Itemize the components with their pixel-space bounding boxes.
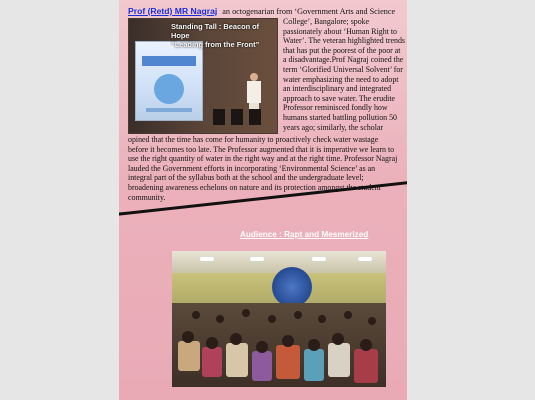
- speaker-photo: [128, 18, 278, 134]
- headline-line: [128, 6, 400, 17]
- speaker-name: Prof (Retd) MR Nagraj: [128, 6, 218, 16]
- intro-text: an octogenarian from ‘Government Arts and Science: [222, 7, 396, 16]
- projection-screen: [135, 41, 203, 121]
- emblem-circle: [272, 267, 312, 307]
- photo-caption: [171, 22, 276, 49]
- photo-caption-line1: Standing Tall : Beacon of Hope: [171, 22, 260, 40]
- audience-photo: [172, 251, 386, 387]
- photo-caption-line2: “Leading from the Front”: [171, 40, 260, 49]
- article-column-text: College’, Bangalore; spoke passionately about ‘Human Right to Water’. The veteran highlighted trends that has put the poorest of the poor at a disadvantage.Prof Nagraj coined the term ‘Glorified Universal Solvent’ for water emphasizing the need to adopt an interdisciplinary and integrated approach to save water. The erudite Professor reminisced fondly how humans started battling pollution 50 years ago; similarly, the scholar: [283, 17, 405, 132]
- newsletter-page: [119, 0, 407, 400]
- article-body-text: opined that the time has come for humanity to proactively check water wastage before it becomes too late. The Professor augmented that it is imperative we learn to use the right quantity of water in the right way and at the right time. Professor Nagraj lauded the Government efforts in incorporating ‘Environmental Science’ as an integral part of the syllabus both at the school and the undergraduate level; broadening awareness echelons on nature and its protection amongst the student community.: [128, 135, 398, 202]
- audience-heading: Audience : Rapt and Mesmerized: [240, 230, 369, 239]
- audience-crowd: [172, 303, 386, 387]
